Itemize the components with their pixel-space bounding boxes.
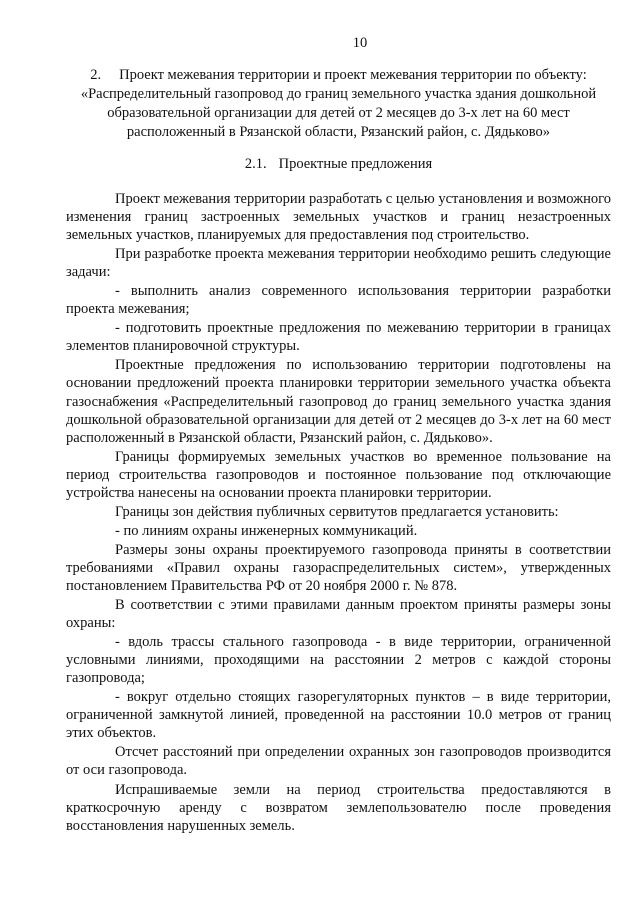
section-number: 2. bbox=[90, 67, 102, 83]
page-number: 10 bbox=[352, 35, 368, 51]
list-item: - выполнить анализ современного использования территории разработки проекта межевания; bbox=[66, 283, 611, 318]
paragraph: Размеры зоны охраны проектируемого газопровода приняты в соответствии требованиями «Правил охраны газораспределительных систем», утвержденных постановлением Правительства РФ от 20 ноября 2000 г. № 878. bbox=[66, 541, 611, 594]
list-item: - по линиям охраны инженерных коммуникаций. bbox=[115, 522, 418, 539]
section-title: Проект межевания территории и проект межевания территории по объекту: «Распределительный газопровод до границ земельного участка здания дошкольной образовательной организации для детей от 2 месяцев до 3-х лет на 60 мест расположенный в Рязанской области, Рязанский район, с. Дядьково» bbox=[80, 67, 597, 140]
paragraph: Границы зон действия публичных сервитутов предлагается установить: bbox=[115, 503, 559, 520]
subsection-heading bbox=[66, 155, 611, 174]
section-heading bbox=[66, 66, 611, 142]
paragraph: Отсчет расстояний при определении охранных зон газопроводов производится от оси газопровода. bbox=[66, 744, 611, 779]
list-item: - подготовить проектные предложения по межеванию территории в границах элементов планировочной структуры. bbox=[66, 320, 611, 355]
paragraph: В соответствии с этими правилами данным проектом приняты размеры зоны охраны: bbox=[66, 597, 611, 632]
paragraph: Проектные предложения по использованию территории подготовлены на основании предложений проекта планировки территории земельного участка объекта газоснабжения «Распределительный газопровод до границ земельного участка здания дошкольной образовательной организации для детей от 2 месяцев до 3-х лет на 60 мест расположенный в Рязанской области, Рязанский район, с. Дядьково». bbox=[66, 357, 611, 446]
paragraph: Проект межевания территории разработать с целью установления и возможного изменения границ застроенных земельных участков и границ незастроенных земельных участков, планируемых для предоставления под строительство. bbox=[66, 191, 611, 244]
paragraph: При разработке проекта межевания территории необходимо решить следующие задачи: bbox=[66, 246, 611, 281]
list-item: - вокруг отдельно стоящих газорегуляторных пунктов – в виде территории, ограниченной замкнутой линией, проведенной на расстоянии 10.0 метров от границ этих объектов. bbox=[66, 689, 611, 742]
subsection-title: Проектные предложения bbox=[278, 156, 433, 172]
body-text bbox=[66, 190, 611, 835]
paragraph: Границы формируемых земельных участков во временное пользование на период строительства газопроводов и постоянное пользование под отключающие устройства нанесены на основании проекта планировки территории. bbox=[66, 448, 611, 501]
subsection-number: 2.1. bbox=[244, 156, 267, 172]
list-item: - вдоль трассы стального газопровода - в виде территории, ограниченной условными линиями, проходящими на расстоянии 2 метров с каждой стороны газопровода; bbox=[66, 634, 611, 687]
paragraph: Испрашиваемые земли на период строительства предоставляются в краткосрочную аренду с возвратом землепользователю после проведения восстановления нарушенных земель. bbox=[66, 781, 611, 834]
